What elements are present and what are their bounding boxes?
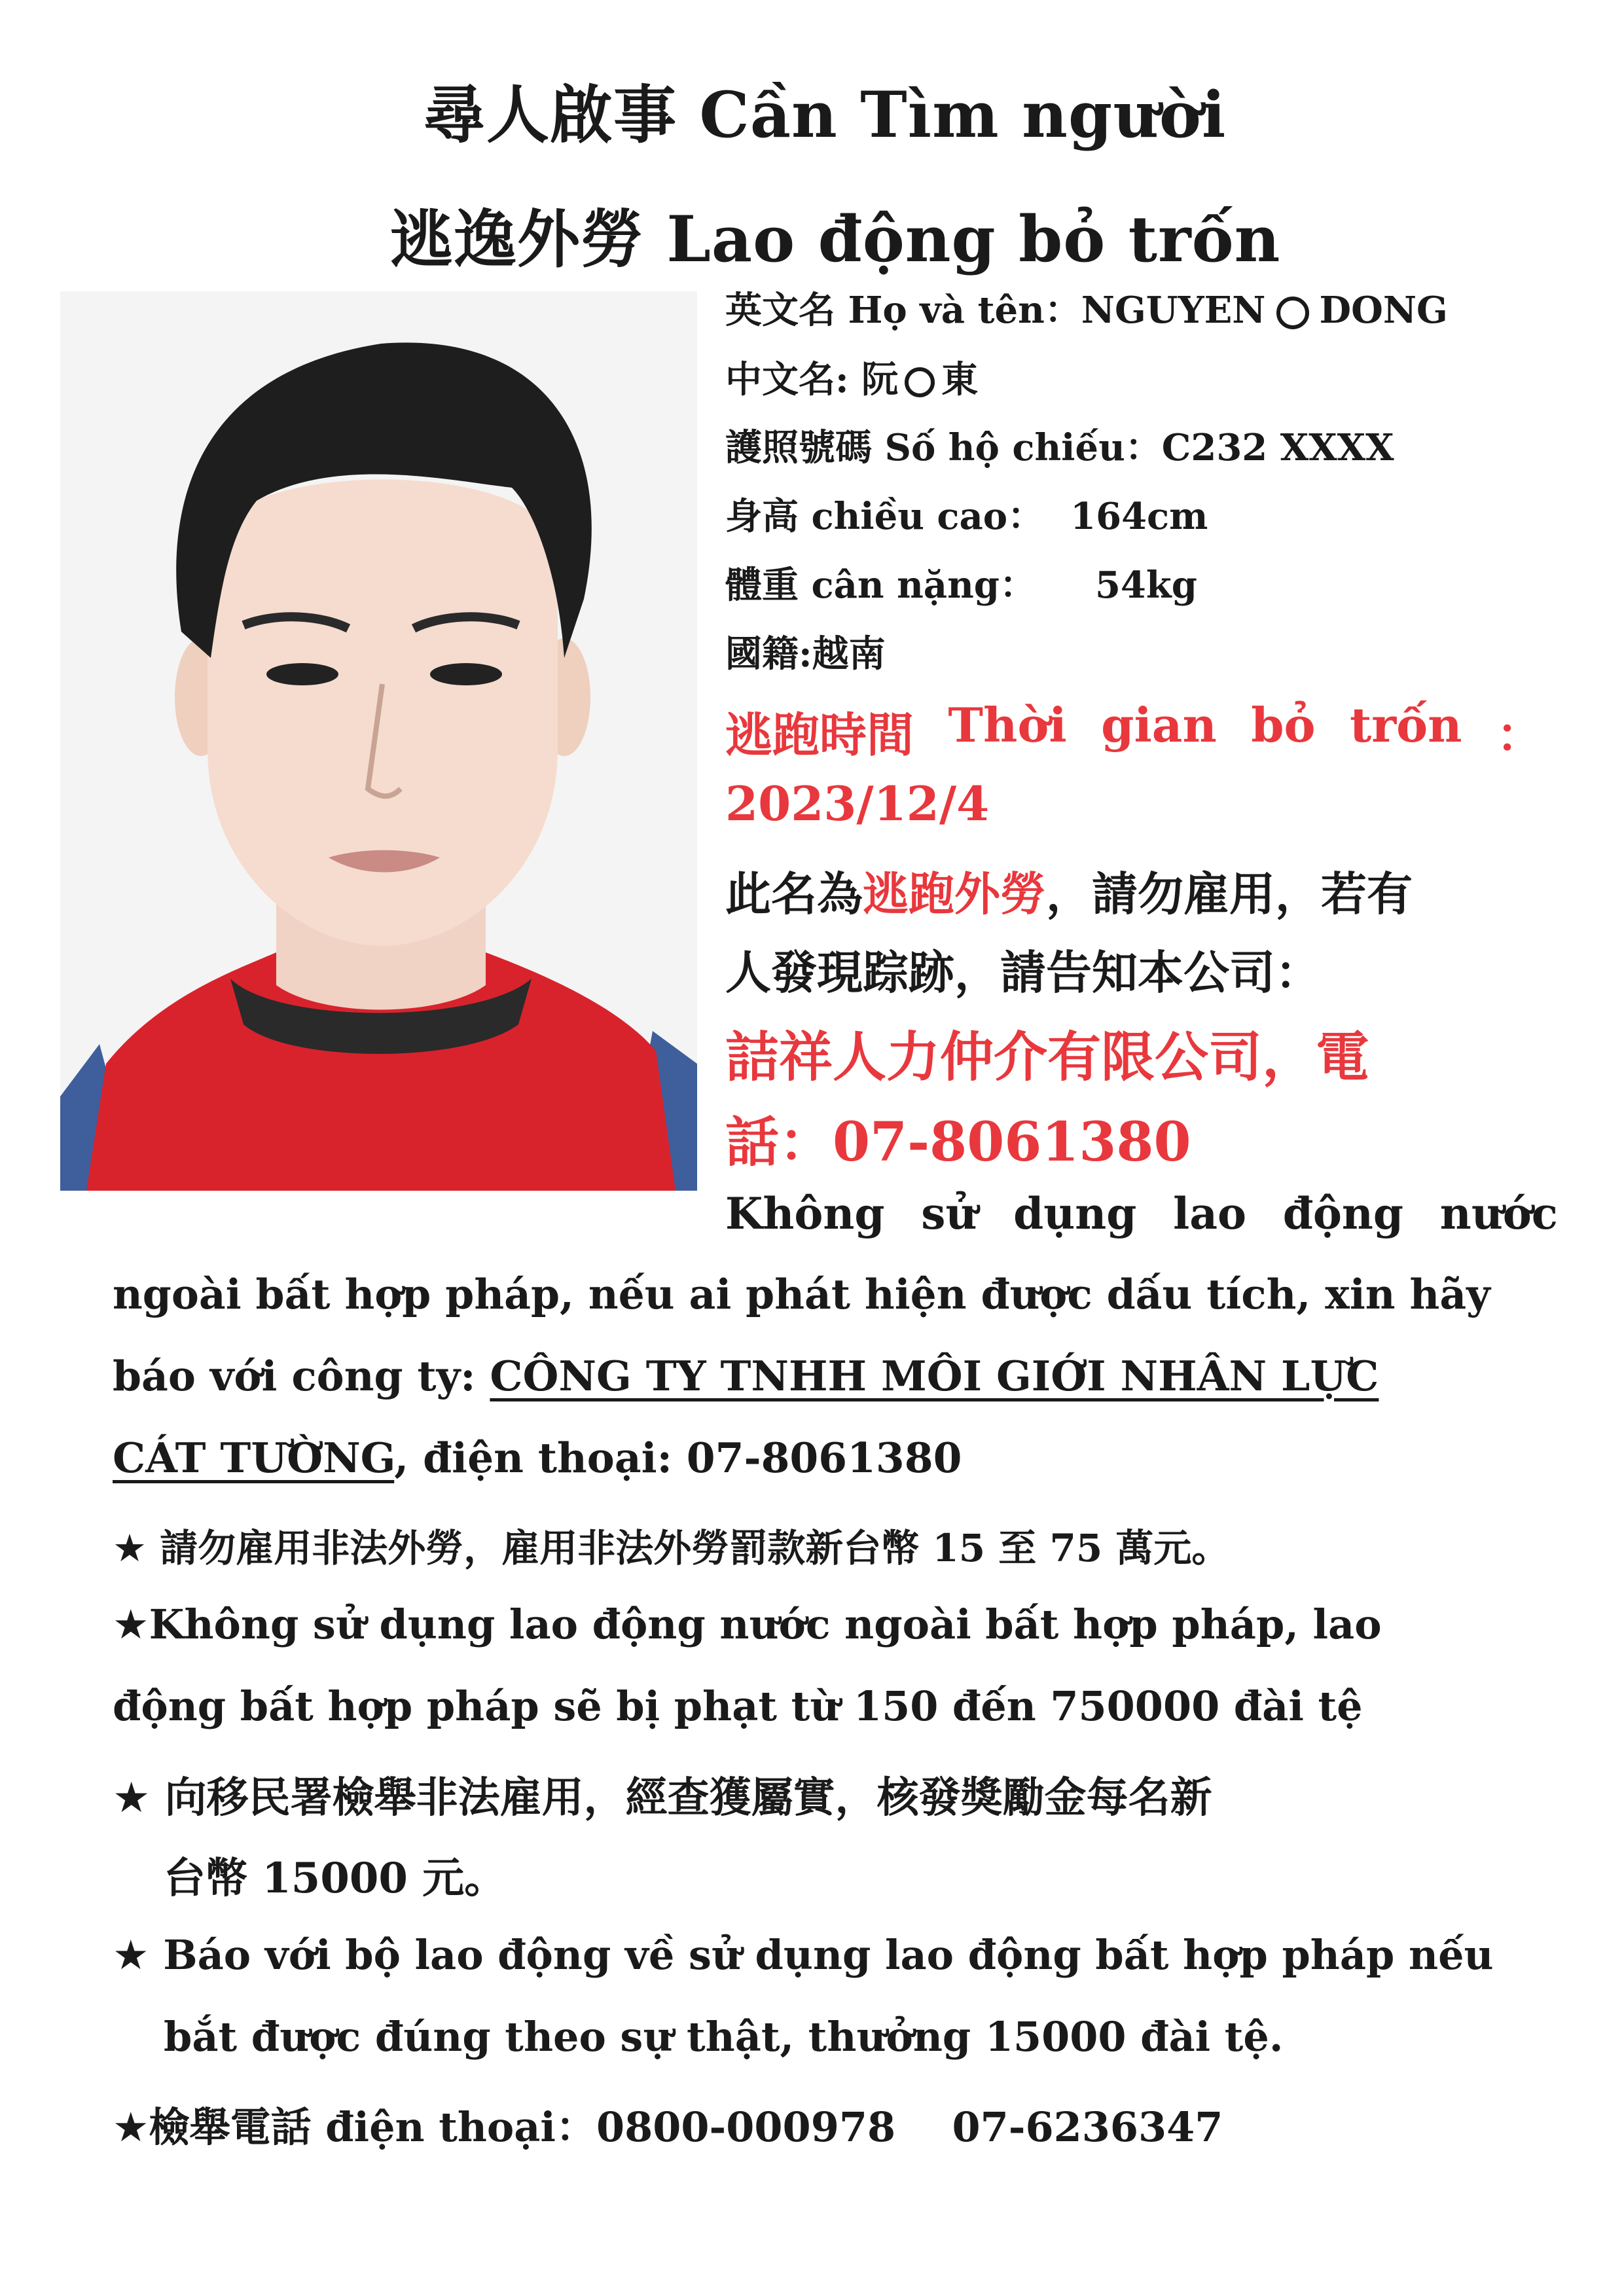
notice-vi-word: Không [725, 1188, 885, 1239]
passport-value: C232 XXXX [1161, 426, 1394, 469]
rule-4-text: Báo với bộ lao động về sử dụng lao động bất hợp pháp nếu [163, 1931, 1494, 1979]
notice-vi-line-3 [113, 1352, 1379, 1400]
redacted-circle-icon [1276, 297, 1309, 329]
rule-3-text: 向移民署檢舉非法雇用，經查獲屬實，核發獎勵金每名新 [164, 1773, 1212, 1822]
rule-3-line-1 [113, 1764, 1212, 1824]
english-name-first: NGUYEN [1081, 289, 1266, 332]
company-vi-name-cont: CÁT TƯỜNG [113, 1434, 395, 1482]
rule-2-line-2: động bất hợp pháp sẽ bị phạt từ 150 đến 750000 đài tệ [113, 1682, 1363, 1730]
star-icon: ★ [113, 1526, 147, 1570]
nationality: 國籍:越南 [725, 632, 886, 676]
notice-vi-line-2: ngoài bất hợp pháp, nếu ai phát hiện được dấu tích, xin hãy [113, 1270, 1490, 1318]
chinese-name-row [725, 351, 978, 403]
escape-word: bỏ [1251, 697, 1316, 753]
escape-date: 2023/12/4 [725, 776, 990, 831]
notice-vi-word: sử [921, 1188, 977, 1239]
notice-zh-prefix: 此名為 [725, 867, 863, 921]
notice-vi-word: nước [1439, 1188, 1558, 1239]
weight-label: 體重 cân nặng： [725, 564, 1036, 607]
height-label: 身高 chiều cao： [725, 495, 1045, 538]
notice-zh-suffix: ，請勿雇用，若有 [1046, 867, 1413, 921]
star-icon: ★ [113, 2103, 149, 2151]
star-icon: ★ [113, 1600, 149, 1648]
rule-2-text: Không sử dụng lao động nước ngoài bất hợp pháp, lao [149, 1600, 1382, 1648]
passport-row [725, 419, 1394, 471]
escape-time-label [725, 697, 1543, 765]
rule-1 [113, 1517, 1229, 1572]
english-name-row [725, 281, 1448, 334]
rule-2-line-1 [113, 1600, 1382, 1648]
portrait-photo [60, 291, 697, 1191]
english-name-last: DONG [1319, 289, 1448, 332]
notice-vi-prefix: báo với công ty: [113, 1352, 490, 1400]
escape-word: ： [1496, 707, 1543, 763]
english-name-label: 英文名 Họ và tên： [725, 289, 1081, 332]
rule-5 [113, 2095, 1223, 2153]
star-icon: ★ [113, 1774, 151, 1822]
title-line-2: 逃逸外勞 Lao động bỏ trốn [390, 202, 1281, 276]
chinese-name-last: 東 [941, 358, 979, 401]
star-icon: ★ [113, 1931, 149, 1979]
rule-4-line-2: bắt được đúng theo sự thật, thưởng 15000 đài tệ. [164, 2013, 1284, 2061]
company-vi-name: CÔNG TY TNHH MÔI GIỚI NHÂN LỰC [490, 1352, 1379, 1400]
report-phone-text: 檢舉電話 điện thoại：0800-000978 07-6236347 [149, 2103, 1223, 2151]
title-line-1: 尋人啟事 Cần Tìm người [423, 78, 1227, 152]
escape-word: 逃跑時間 [725, 707, 914, 763]
notice-vi-line-1 [725, 1188, 1558, 1239]
notice-zh-highlight: 逃跑外勞 [863, 867, 1046, 921]
height-row [725, 488, 1208, 540]
company-vi-phone: , điện thoại: 07-8061380 [394, 1434, 962, 1482]
passport-label: 護照號碼 Số hộ chiếu： [725, 426, 1162, 469]
redacted-circle-icon [905, 367, 935, 397]
notice-vi-line-4 [113, 1434, 962, 1482]
rule-1-text: 請勿雇用非法外勞，雇用非法外勞罰款新台幣 15 至 75 萬元。 [160, 1526, 1230, 1570]
escape-word: Thời [948, 697, 1067, 753]
chinese-name-first: 阮 [861, 358, 899, 401]
notice-zh-line-2: 人發現踪跡，請告知本公司： [725, 945, 1321, 1000]
rule-3-line-2: 台幣 15000 元。 [164, 1854, 507, 1903]
chinese-name-label: 中文名: [725, 358, 849, 401]
company-zh-line-2: 話：07-8061380 [725, 1111, 1191, 1174]
weight-value: 54kg [1094, 564, 1197, 607]
notice-vi-word: lao [1173, 1188, 1247, 1239]
weight-row [725, 556, 1197, 609]
notice-vi-word: động [1282, 1188, 1404, 1239]
company-zh-line-1: 詰祥人力仲介有限公司，電 [725, 1026, 1370, 1089]
notice-zh-line-1 [725, 858, 1413, 924]
height-value: 164cm [1070, 495, 1208, 538]
escape-word: gian [1101, 697, 1217, 753]
escape-word: trốn [1349, 697, 1462, 753]
rule-4-line-1 [113, 1931, 1494, 1979]
notice-vi-word: dụng [1013, 1188, 1137, 1239]
